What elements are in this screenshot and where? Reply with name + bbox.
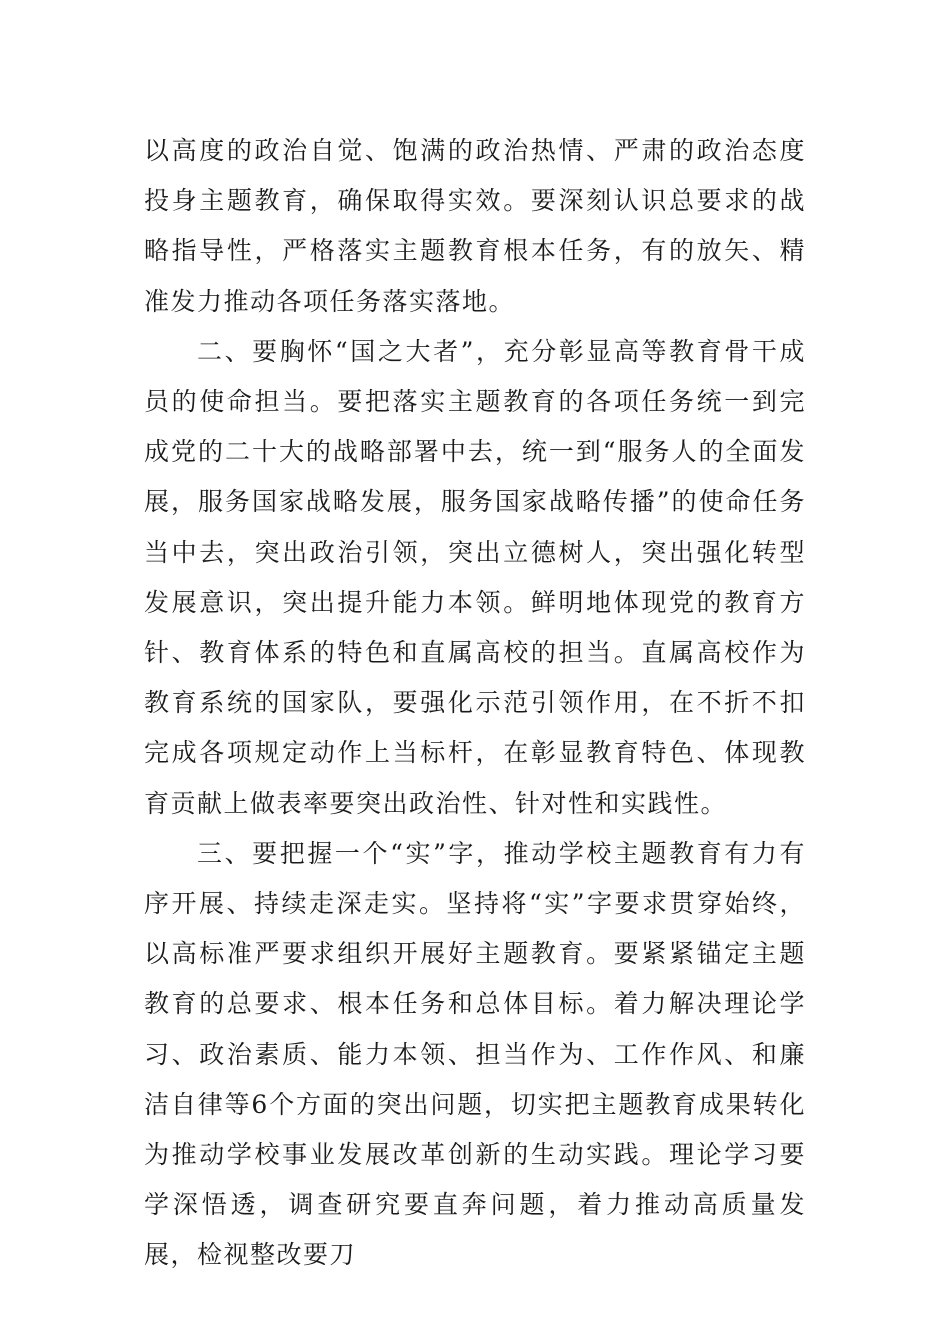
- paragraph-section-two: 二、要胸怀“国之大者”，充分彰显高等教育骨干成员的使命担当。要把落实主题教育的各项任务统一到完成党的二十大的战略部署中去，统一到“服务人的全面发展，服务国家战略发展，服务国家战略传播”的使命任务当中去，突出政治引领，突出立德树人，突出强化转型发展意识，突出提升能力本领。鲜明地体现党的教育方针、教育体系的特色和直属高校的担当。直属高校作为教育系统的国家队，要强化示范引领作用，在不折不扣完成各项规定动作上当标杆，在彰显教育特色、体现教育贡献上做表率要突出政治性、针对性和实践性。: [144, 336, 806, 818]
- paragraph-section-three: 三、要把握一个“实”字，推动学校主题教育有力有序开展、持续走深走实。坚持将“实”字要求贯穿始终，以高标准严要求组织开展好主题教育。要紧紧锚定主题教育的总要求、根本任务和总体目标。着力解决理论学习、政治素质、能力本领、担当作为、工作作风、和廉洁自律等6个方面的突出问题，切实把主题教育成果转化为推动学校事业发展改革创新的生动实践。理论学习要学深悟透，调查研究要直奔问题，着力推动高质量发展，检视整改要刀: [144, 838, 806, 1270]
- document-body: [144, 126, 806, 1281]
- paragraph-continuation: 以高度的政治自觉、饱满的政治热情、严肃的政治态度投身主题教育，确保取得实效。要深刻认识总要求的战略指导性，严格落实主题教育根本任务，有的放矢、精准发力推动各项任务落实落地。: [144, 136, 806, 316]
